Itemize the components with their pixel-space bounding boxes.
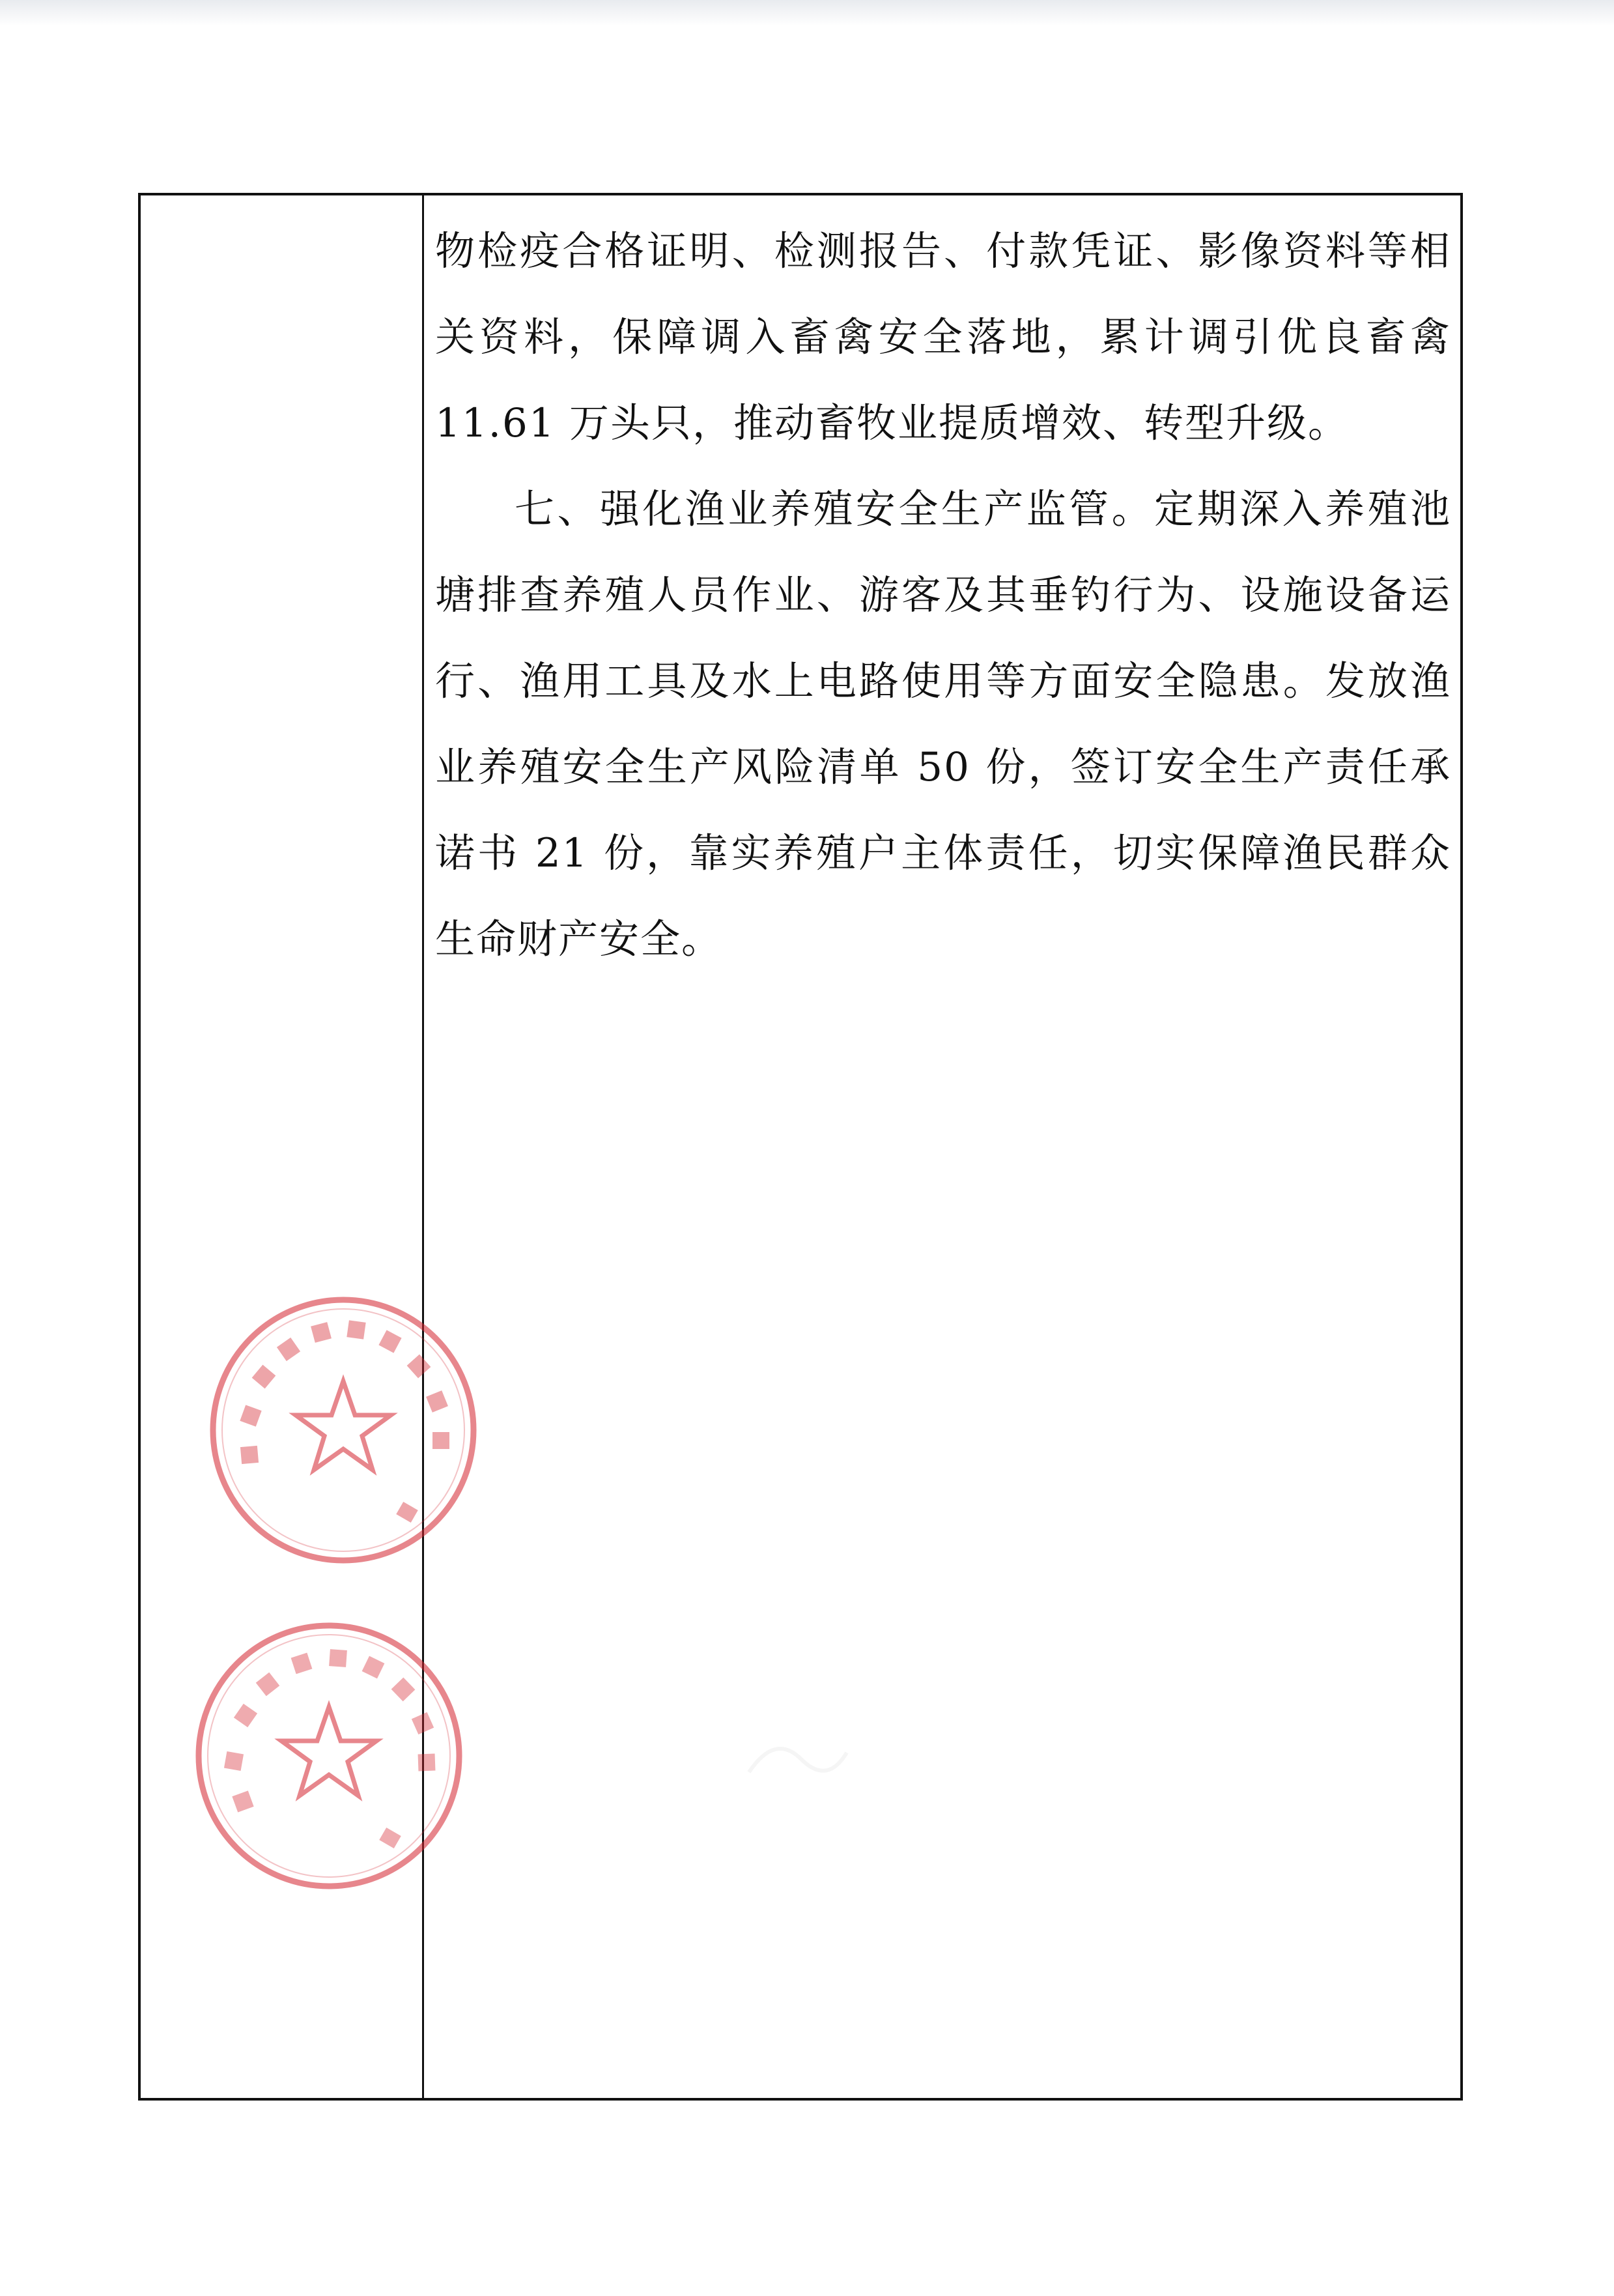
star-icon <box>296 1381 391 1470</box>
paragraph-continuation: 物检疫合格证明、检测报告、付款凭证、影像资料等相关资料，保障调入畜禽安全落地，累计调引优良畜禽 11.61 万头只，推动畜牧业提质增效、转型升级。 <box>435 228 1451 446</box>
faint-scan-mark <box>736 1720 853 1798</box>
content-cell <box>435 208 1451 983</box>
star-icon <box>281 1707 376 1796</box>
scan-top-edge <box>0 0 1614 26</box>
official-seal-upper <box>203 1290 483 1570</box>
official-seal-lower <box>189 1616 469 1896</box>
paragraph-fisheries-safety: 七、强化渔业养殖安全生产监管。定期深入养殖池塘排查养殖人员作业、游客及其垂钓行为、设施设备运行、渔用工具及水上电路使用等方面安全隐患。发放渔业养殖安全生产风险清单 50 份，签订安全生产责任承诺书 21 份，靠实养殖户主体责任，切实保障渔民群众生命财产安全。 <box>435 486 1451 962</box>
